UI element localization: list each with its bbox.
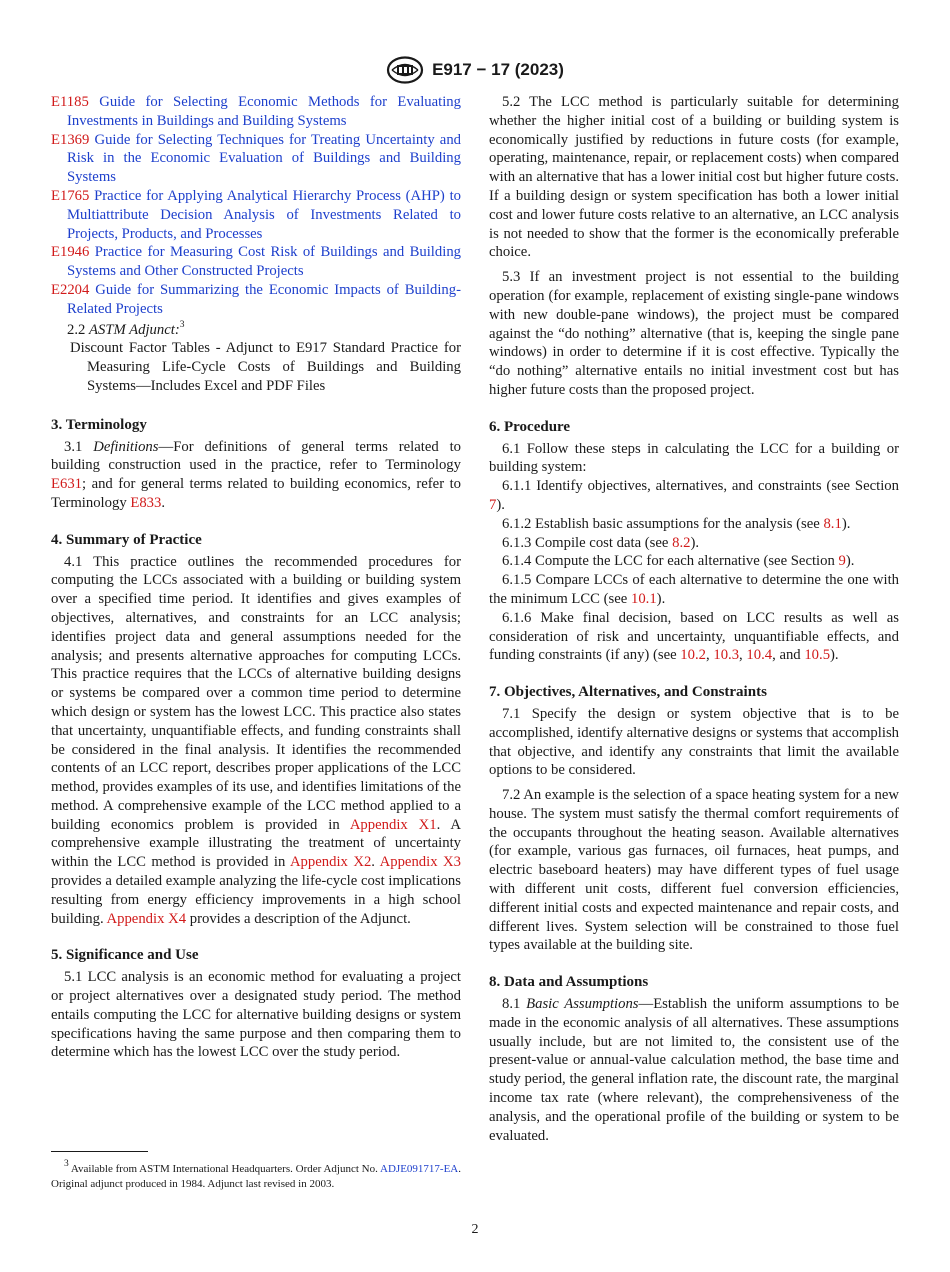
section-heading-summary: 4. Summary of Practice [51,531,202,548]
paragraph-text: . A comprehensive example illustrating the treatment of uncertainty within the LCC method is provided in [51,816,461,871]
paragraph-3-1 [51,438,461,513]
paragraph-text: ). [830,647,839,664]
reference-title[interactable]: Practice for Measuring Cost Risk of Buildings and Building Systems and Other Constructed Projects [67,244,462,280]
adjunct-number: 2.2 [67,321,86,338]
reference-link-e833[interactable]: E833 [130,494,162,511]
paragraph-text: ). [690,534,700,551]
paragraph-text: —Establish the uniform assumptions to be made in the economic analysis of all alternatives. These assumptions usually include, but are not limited to, the consistent use of the present-value or annual-value calculation method, the base time and study period, the general inflation rate, the discount rate, the marginal income tax rate (where relevant), the comprehensiveness of the analysis, and the operational profile of the building or system to be evaluated. [489,996,900,1144]
paragraph-text: ). [845,553,855,570]
paragraph-text: . [371,854,375,871]
reference-item [51,131,461,187]
paragraph-6-1: 6.1 Follow these steps in calculating the LCC for a building or building system: [489,440,899,476]
page-header [0,55,950,85]
paragraph-text: —For definitions of general terms related to building construction used in the practice, refer to Terminology [51,438,462,474]
appendix-link-x2[interactable]: Appendix X2 [289,854,372,871]
paragraph-text: , and [772,647,801,664]
section-link-10-1[interactable]: 10.1 [630,590,657,607]
page-number: 2 [471,1222,479,1237]
adjunct-label: ASTM Adjunct: [89,321,180,338]
paragraph-text: 6.1.4 Compute the LCC for each alternative (see Section [502,553,835,570]
adjunct-heading [51,321,461,340]
section-link-10-4[interactable]: 10.4 [746,647,773,664]
reference-title[interactable]: Guide for Summarizing the Economic Impacts of Building-Related Projects [67,281,461,317]
reference-link-e631[interactable]: E631 [51,476,83,493]
reference-title[interactable]: Guide for Selecting Economic Methods for Evaluating Investments in Buildings and Building Systems [67,94,461,129]
section-heading-objectives: 7. Objectives, Alternatives, and Constraints [489,684,767,701]
reference-title[interactable]: Guide for Selecting Techniques for Treating Uncertainty and Risk in the Economic Evaluation of Buildings and Building Systems [67,131,462,186]
section-heading-data-assumptions: 8. Data and Assumptions [489,974,649,991]
term-label: Definitions [93,438,159,455]
paragraph-text: 6.1.3 Compile cost data (see [502,534,669,551]
paragraph-text: ). [496,496,505,513]
paragraph-text: ; and for general terms related to building economics, refer to Terminology [51,476,461,511]
paragraph-6-1-1 [489,477,899,515]
adjunct-item: Discount Factor Tables - Adjunct to E917 Standard Practice for Measuring Life-Cycle Costs of Buildings and Building Systems—Includes Excel and PDF Files [70,340,461,394]
paragraph-5-3: 5.3 If an investment project is not essential to the building operation (for example, replacement of existing single-pane windows with new double-pane windows), the project must be compared against the “do nothing” alternative (that is, keeping the single pane windows) in order to determine if it is cost effective. Typically the “do nothing” alternative entails no initial investment cost but has higher future costs than the proposed project. [489,269,899,398]
right-column [489,93,899,1145]
footnote-divider [51,1151,148,1152]
paragraph-text: , [706,647,710,664]
appendix-link-x4[interactable]: Appendix X4 [106,910,187,927]
paragraph-number: 3.1 [64,438,83,455]
paragraph-text: 6.1.5 Compare LCCs of each alternative to determine the one with the minimum LCC (see [489,572,899,607]
footnote-text: Available from ASTM International Headquarters. Order Adjunct No. [70,1163,378,1175]
reference-item [51,281,461,319]
document-designation: E917 − 17 (2023) [432,59,564,79]
reference-code[interactable]: E2204 [51,281,90,298]
reference-item [51,93,461,131]
astm-logo-icon [386,56,424,84]
footnote [51,1159,461,1192]
appendix-link-x1[interactable]: Appendix X1 [349,816,437,833]
paragraph-text: ). [841,515,851,532]
left-column [51,93,461,1062]
reference-title[interactable]: Practice for Applying Analytical Hierarchy Process (AHP) to Multiattribute Decision Analysis of Investments Related to Projects, Products, and Processes [67,187,461,242]
paragraph-6-1-3 [489,534,899,553]
section-link-10-2[interactable]: 10.2 [680,647,706,664]
section-heading-significance: 5. Significance and Use [51,947,199,964]
section-heading-terminology: 3. Terminology [51,416,147,433]
paragraph-6-1-2 [489,515,899,534]
reference-item [51,187,461,243]
paragraph-8-1 [489,995,899,1145]
adjunct-order-link[interactable]: ADJE091717-EA [380,1163,459,1175]
paragraph-6-1-6 [489,609,899,665]
paragraph-7-1: 7.1 Specify the design or system objective that is to be accomplished, identify alternative designs or systems that accomplish that objective, and identify any constraints that limit the available options to be considered. [489,705,899,779]
paragraph-5-2: 5.2 The LCC method is particularly suitable for determining whether the higher initial cost of a building or building system is economically justified by reductions in future costs (for example, operating, maintenance, repair, or replacement costs) when compared with an alternative that has a lower initial cost but higher future costs. If a building design or system specification has both a lower initial cost and lower future costs relative to an alternative, an LCC analysis is not needed to show that the former is the economically preferable choice. [489,94,899,261]
paragraph-text: . [161,494,166,511]
section-link-8-1[interactable]: 8.1 [823,515,842,532]
paragraph-number: 8.1 [502,996,521,1013]
paragraph-text: 6.1.2 Establish basic assumptions for the analysis (see [502,515,820,532]
footnote-marker[interactable]: 3 [179,319,185,330]
paragraph-5-1: 5.1 LCC analysis is an economic method for evaluating a project or project alternatives over a designated study period. The method entails computing the LCC for alternative building designs or system specifications having the same purpose and then comparing them to determine which has the lowest LCC over the study period. [51,969,461,1061]
paragraph-text: , [739,647,743,664]
paragraph-text: 6.1.1 Identify objectives, alternatives, and constraints (see Section [502,478,899,495]
paragraph-6-1-5 [489,571,899,609]
footnote-number: 3 [64,1159,69,1170]
reference-item [51,243,461,281]
paragraph-text: provides a detailed example analyzing the life-cycle cost implications resulting from energy efficiency improvements in a high school building. [51,873,461,927]
paragraph-text: 4.1 This practice outlines the recommended procedures for computing the LCCs associated with a building or building system over a specified time period. It identifies and gives examples of objectives, alternatives, and constraints for an LCC analysis; identifies project data and general assumptions needed for the analysis; and presents alternative approaches for computing LCCs. This practice requires that the LCCs of alternative building designs or systems be compared over a common time period to determine which design or system has the lowest LCC. This practice also states that uncertainty, unquantifiable effects, and funding constraints shall be considered in the final analysis. It identifies the recommended contents of an LCC report, describes proper applications of the LCC method, provides examples of its use, and identifies limitations of the method. A comprehensive example of the LCC method applied to a building economics problem is provided in [51,553,461,833]
reference-code[interactable]: E1369 [51,131,90,148]
section-link-10-5[interactable]: 10.5 [804,647,831,664]
reference-code[interactable]: E1185 [51,94,89,110]
paragraph-7-2: 7.2 An example is the selection of a space heating system for a new house. The system must satisfy the thermal comfort requirements of the occupants throughout the heating season. Available alternatives (for example, various gas furnaces, oil furnaces, heat pumps, and electric baseboard heaters) may have different types of fuel usage with different unit costs, different fuel conversion efficiencies, different initial costs and expected maintenance and repair costs, and different lives. System selection will be constrained to those fuel types available at the building site. [489,787,899,954]
paragraph-6-1-4 [489,552,899,571]
section-link-10-3[interactable]: 10.3 [713,647,740,664]
reference-code[interactable]: E1946 [51,244,90,261]
section-link-9[interactable]: 9 [838,553,846,570]
paragraph-text: provides a description of the Adjunct. [189,910,411,927]
paragraph-text: ). [656,590,666,607]
paragraph-4-1 [51,553,461,929]
reference-code[interactable]: E1765 [51,187,90,204]
section-link-8-2[interactable]: 8.2 [672,534,691,551]
footnote-text: . Original adjunct produced in 1984. Adjunct last revised in 2003. [51,1163,461,1190]
appendix-link-x3[interactable]: Appendix X3 [379,854,461,871]
paragraph-text: 6.1.6 Make final decision, based on LCC results as well as consideration of risk and uncertainty, unquantifiable effects, and funding constraints (if any) (see [489,609,899,664]
section-heading-procedure: 6. Procedure [489,418,571,435]
term-label: Basic Assumptions [526,996,639,1013]
section-link-7[interactable]: 7 [489,496,497,513]
